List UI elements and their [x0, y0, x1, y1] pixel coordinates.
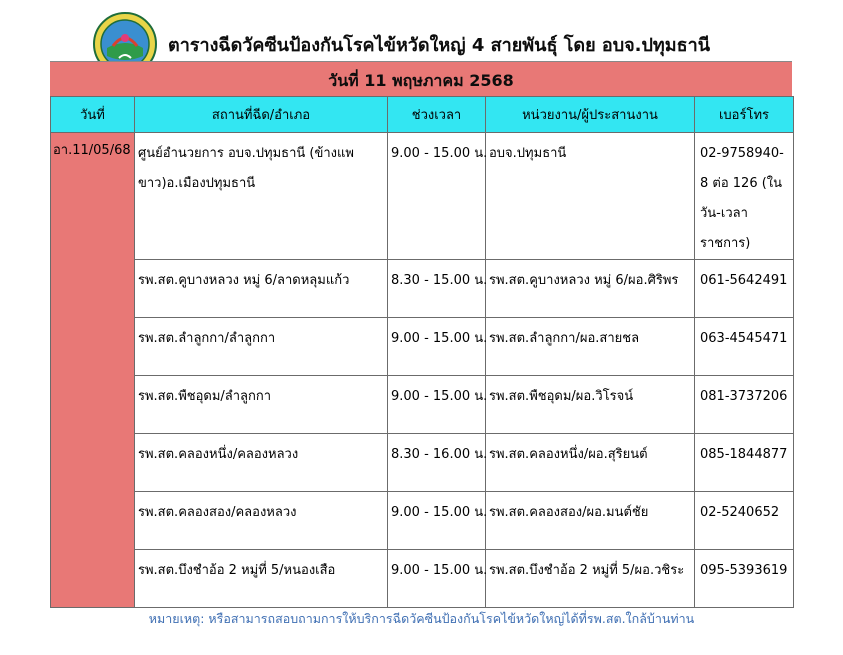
- column-header-date: วันที่: [51, 97, 135, 133]
- location-cell: รพ.สต.ลำลูกกา/ลำลูกกา: [135, 318, 388, 376]
- table-row: [51, 260, 794, 318]
- location-cell: รพ.สต.คลองหนึ่ง/คลองหลวง: [135, 434, 388, 492]
- unit-cell: รพ.สต.บึงชำอ้อ 2 หมู่ที่ 5/ผอ.วชิระ: [486, 550, 695, 608]
- table-row: [51, 492, 794, 550]
- date-banner-text: วันที่ 11 พฤษภาคม 2568: [328, 71, 514, 90]
- time-cell: 9.00 - 15.00 น.: [388, 492, 486, 550]
- time-cell: 9.00 - 15.00 น.: [388, 318, 486, 376]
- column-header-time: ช่วงเวลา: [388, 97, 486, 133]
- unit-cell: รพ.สต.พืชอุดม/ผอ.วิโรจน์: [486, 376, 695, 434]
- date-banner: [50, 61, 792, 96]
- date-cell: อา.11/05/68: [51, 133, 135, 608]
- column-header-location: สถานที่ฉีด/อำเภอ: [135, 97, 388, 133]
- location-cell: รพ.สต.บึงชำอ้อ 2 หมู่ที่ 5/หนองเสือ: [135, 550, 388, 608]
- phone-cell: 061-5642491: [695, 260, 794, 318]
- page-title: ตารางฉีดวัคซีนป้องกันโรคไข้หวัดใหญ่ 4 สายพันธุ์ โดย อบจ.ปทุมธานี: [168, 35, 711, 56]
- column-header-phone: เบอร์โทร: [695, 97, 794, 133]
- table-row: [51, 550, 794, 608]
- table-row: [51, 376, 794, 434]
- phone-cell: 085-1844877: [695, 434, 794, 492]
- phone-cell: 095-5393619: [695, 550, 794, 608]
- phone-cell: 063-4545471: [695, 318, 794, 376]
- location-cell: ศูนย์อำนวยการ อบจ.ปทุมธานี (ข้างแพขาว)อ.เมืองปทุมธานี: [135, 133, 388, 260]
- time-cell: 9.00 - 15.00 น.: [388, 133, 486, 260]
- column-header-unit: หน่วยงาน/ผู้ประสานงาน: [486, 97, 695, 133]
- phone-cell: 02-5240652: [695, 492, 794, 550]
- location-cell: รพ.สต.พืชอุดม/ลำลูกกา: [135, 376, 388, 434]
- unit-cell: รพ.สต.คลองหนึ่ง/ผอ.สุริยนต์: [486, 434, 695, 492]
- table-row: [51, 133, 794, 260]
- table-row: [51, 434, 794, 492]
- location-cell: รพ.สต.คูบางหลวง หมู่ 6/ลาดหลุมแก้ว: [135, 260, 388, 318]
- time-cell: 8.30 - 15.00 น.: [388, 260, 486, 318]
- unit-cell: รพ.สต.คูบางหลวง หมู่ 6/ผอ.ศิริพร: [486, 260, 695, 318]
- time-cell: 8.30 - 16.00 น.: [388, 434, 486, 492]
- phone-cell: 081-3737206: [695, 376, 794, 434]
- location-cell: รพ.สต.คลองสอง/คลองหลวง: [135, 492, 388, 550]
- schedule-table: [50, 96, 794, 608]
- unit-cell: รพ.สต.คลองสอง/ผอ.มนต์ชัย: [486, 492, 695, 550]
- time-cell: 9.00 - 15.00 น.: [388, 550, 486, 608]
- unit-cell: รพ.สต.ลำลูกกา/ผอ.สายชล: [486, 318, 695, 376]
- table-header-row: [51, 97, 794, 133]
- phone-cell: 02-9758940-8 ต่อ 126 (ในวัน-เวลาราชการ): [695, 133, 794, 260]
- footer-note: หมายเหตุ: หรือสามารถสอบถามการให้บริการฉีดวัคซีนป้องกันโรคไข้หวัดใหญ่ได้ที่รพ.สต.ใกล้บ้านท่าน: [148, 611, 695, 626]
- unit-cell: อบจ.ปทุมธานี: [486, 133, 695, 260]
- time-cell: 9.00 - 15.00 น.: [388, 376, 486, 434]
- table-row: [51, 318, 794, 376]
